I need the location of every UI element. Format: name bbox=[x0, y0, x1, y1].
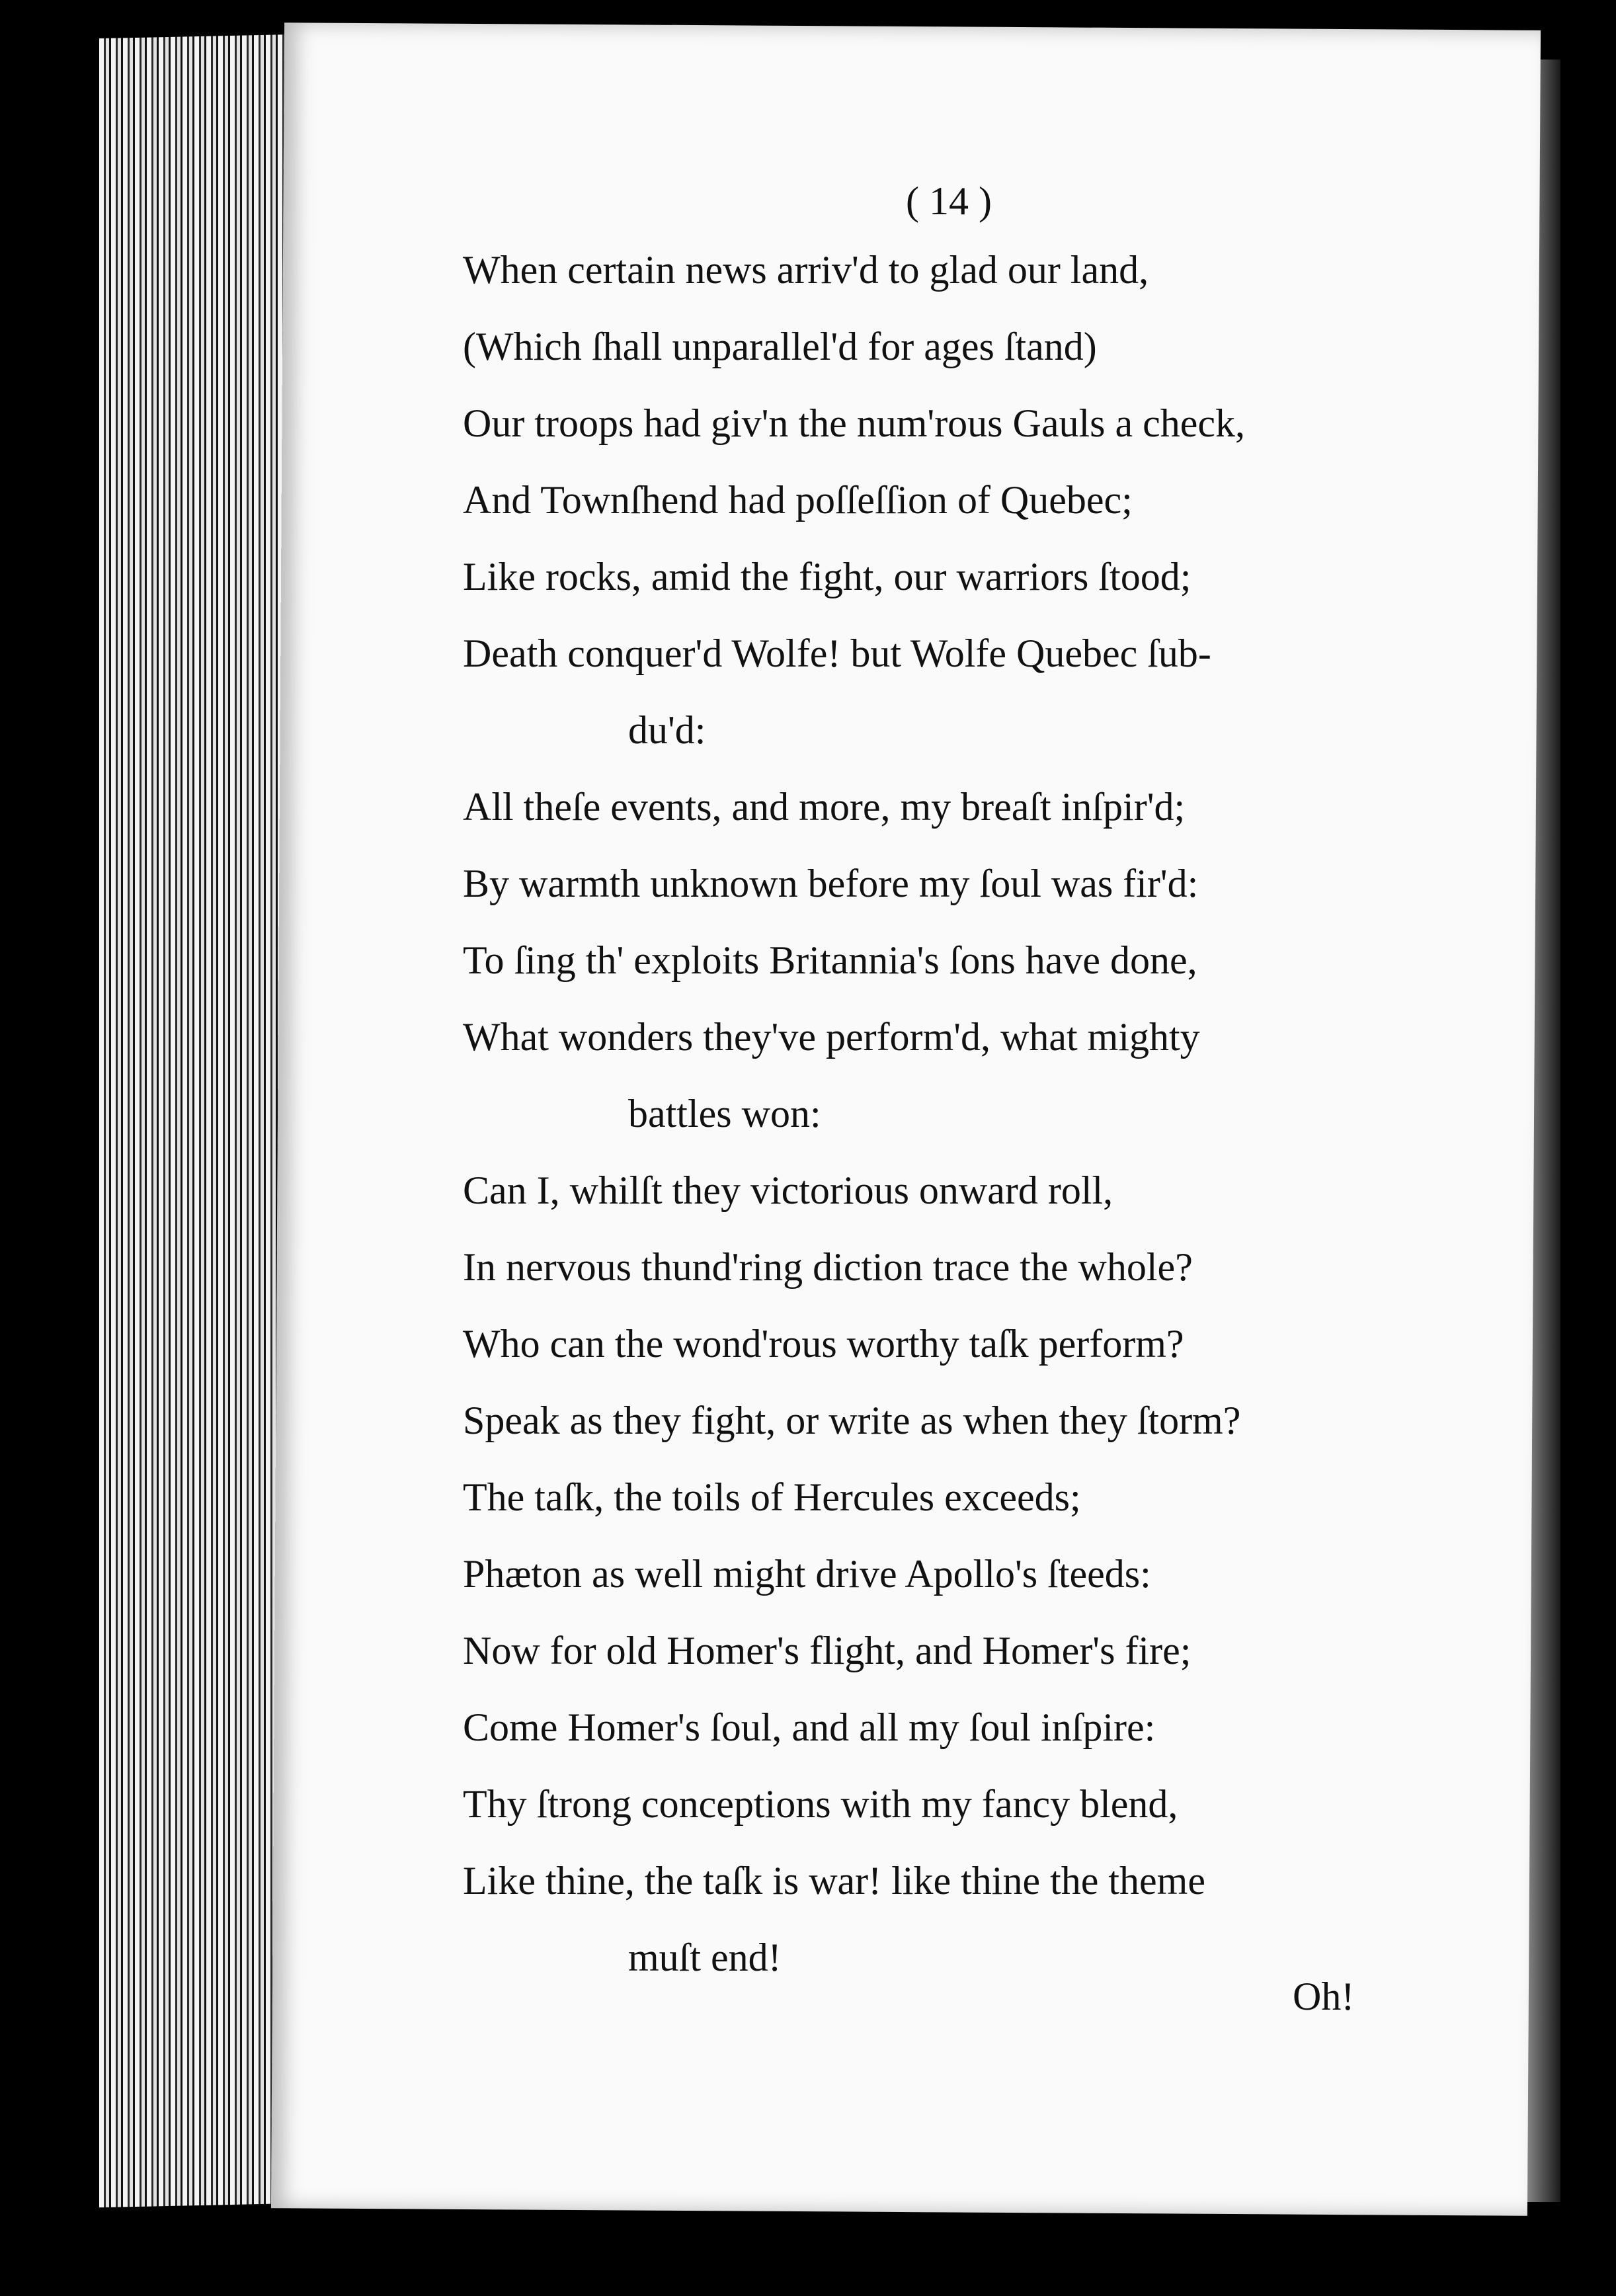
poem-line: muſt end! bbox=[628, 1936, 782, 1979]
poem-line: Who can the wond'rous worthy taſk perform? bbox=[463, 1322, 1184, 1366]
poem-line: Our troops had giv'n the num'rous Gauls a check, bbox=[463, 401, 1246, 445]
catchword: Oh! bbox=[1293, 1975, 1355, 2018]
poem-line: (Which ſhall unparallel'd for ages ſtand) bbox=[463, 325, 1097, 368]
page-number: ( 14 ) bbox=[906, 179, 992, 223]
poem-line: Thy ſtrong conceptions with my fancy blend, bbox=[463, 1782, 1178, 1826]
poem-line: All theſe events, and more, my breaſt inſpir'd; bbox=[463, 785, 1186, 829]
page-edges bbox=[99, 34, 298, 2207]
poem-line: To ſing th' exploits Britannia's ſons have done, bbox=[463, 938, 1197, 982]
poem-line: Come Homer's ſoul, and all my ſoul inſpire: bbox=[463, 1705, 1156, 1749]
poem-line: The taſk, the toils of Hercules exceeds; bbox=[463, 1475, 1081, 1519]
poem-line: In nervous thund'ring diction trace the whole? bbox=[463, 1245, 1193, 1289]
poem-line: Can I, whilſt they victorious onward roll, bbox=[463, 1168, 1113, 1212]
poem-line: Now for old Homer's flight, and Homer's fire; bbox=[463, 1629, 1192, 1672]
poem-line: And Townſhend had poſſeſſion of Quebec; bbox=[463, 478, 1133, 522]
poem-line: battles won: bbox=[628, 1092, 821, 1135]
poem-line: Death conquer'd Wolfe! but Wolfe Quebec ſub- bbox=[463, 632, 1211, 675]
poem-line: Like rocks, amid the fight, our warriors ſtood; bbox=[463, 555, 1192, 598]
poem-line: When certain news arriv'd to glad our land, bbox=[463, 248, 1149, 292]
poem-line: What wonders they've perform'd, what mighty bbox=[463, 1015, 1200, 1059]
poem-line: du'd: bbox=[628, 708, 706, 752]
poem-line: Like thine, the taſk is war! like thine the theme bbox=[463, 1859, 1205, 1903]
poem-line: By warmth unknown before my ſoul was fir'd: bbox=[463, 862, 1199, 905]
poem-line: Speak as they fight, or write as when they ſtorm? bbox=[463, 1399, 1241, 1442]
poem-text bbox=[463, 231, 1422, 1996]
poem-line: Phæton as well might drive Apollo's ſteeds: bbox=[463, 1552, 1151, 1596]
